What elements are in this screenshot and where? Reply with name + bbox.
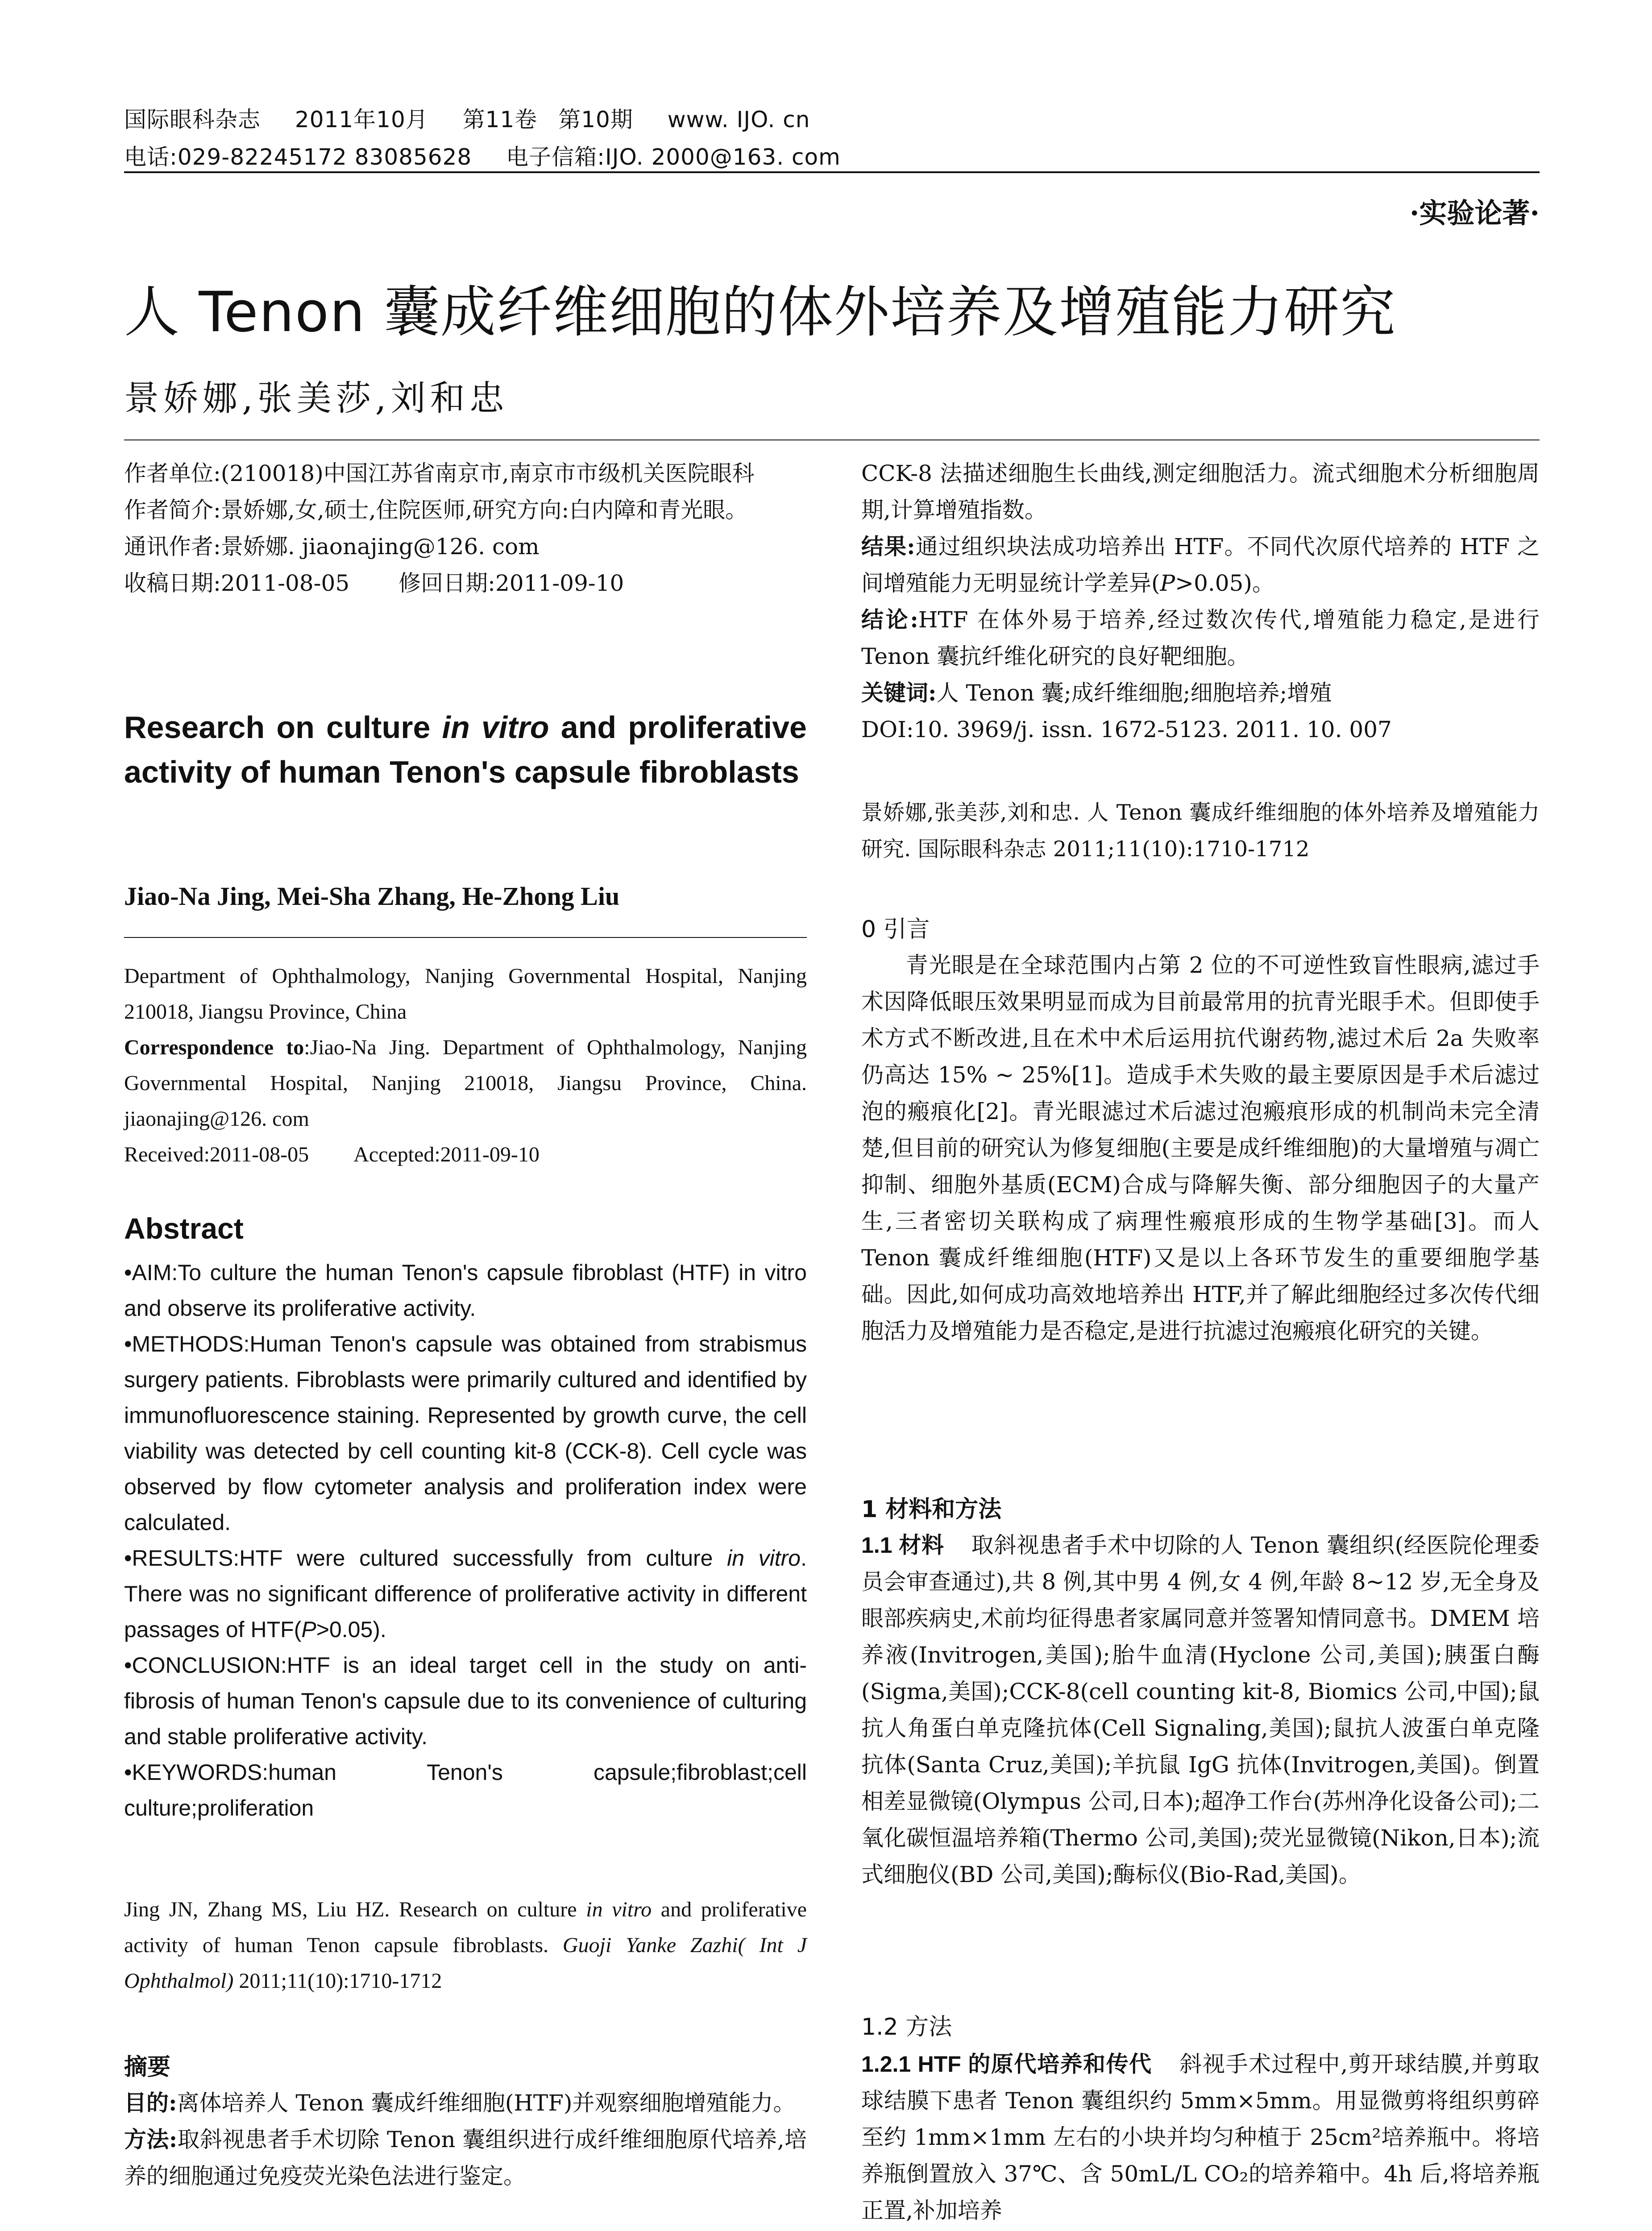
volume: 第11卷 [462, 107, 538, 133]
affiliation-cn: 作者单位:(210018)中国江苏省南京市,南京市市级机关医院眼科 [124, 460, 755, 486]
materials-block [861, 1527, 1540, 1893]
abstract-body [124, 1255, 807, 1826]
issue-date: 2011年10月 [295, 107, 428, 133]
cite-en-part1: Jing JN, Zhang MS, Liu HZ. Research on culture [124, 1898, 586, 1921]
method-heading: 1.2 方法 [861, 2014, 952, 2040]
cn-abstract-body [124, 2085, 807, 2194]
correspondence-text: :Jiao-Na Jing. Department of Ophthalmology, Nanjing Governmental Hospital, Nanjing 210018, Jiangsu Province, China. jiaonajing@126. com [124, 1036, 807, 1131]
english-authors: Jiao-Na Jing, Mei-Sha Zhang, He-Zhong Liu [124, 882, 620, 911]
materials-paragraph [861, 1527, 1540, 1893]
cn-conclusion [861, 601, 1540, 675]
english-title [124, 705, 807, 794]
abstract-methods: •METHODS:Human Tenon's capsule was obtained from strabismus surgery patients. Fibroblasts were primarily cultured and identified by immunofluorescence staining. Represented by growth curve, the cell viability was detected by cell counting kit-8 (CCK-8). Cell cycle was observed by flow cytometer analysis and proliferation index were calculated. [124, 1331, 807, 1535]
cn-keywords-label: 关键词: [861, 680, 937, 706]
intro-text: 青光眼是在全球范围内占第 2 位的不可逆性致盲性眼病,滤过手术因降低眼压效果明显而成为目前最常用的抗青光眼手术。但即使手术方式不断改进,且在术中术后运用抗代谢药物,滤过术后 2a 失败率仍高达 15% ~ 25%[1]。造成手术失败的最主要原因是手术后滤过泡的瘢痕化[2]。青光眼滤过术后滤过泡瘢痕形成的机制尚未完全清楚,但目前的研究认为修复细胞(主要是成纤维细胞)的大量增殖与凋亡抑制、细胞外基质(ECM)合成与降解失衡、部分细胞因子的大量产生,三者密切关联构成了病理性瘢痕形成的生物学基础[3]。而人 Tenon 囊成纤维细胞(HTF)又是以上各环节发生的重要细胞学基础。因此,如何成功高效地培养出 HTF,并了解此细胞经过多次传代细胞活力及增殖能力是否稳定,是进行抗滤过泡瘢痕化研究的关键。 [861, 952, 1540, 1344]
english-affiliation: Department of Ophthalmology, Nanjing Governmental Hospital, Nanjing 210018, Jiangsu Province, China [124, 964, 807, 1024]
materials-text: 取斜视患者手术中切除的人 Tenon 囊组织(经医院伦理委员会审查通过),共 8 例,其中男 4 例,女 4 例,年龄 8~12 岁,无全身及眼部疾病史,术前均征得患者家属同意并签署知情同意书。DMEM 培养液(Invitrogen,美国);胎牛血清(Hyclone 公司,美国);胰蛋白酶(Sigma,美国);CCK-8(cell counting kit-8, Biomics 公司,中国);鼠抗人角蛋白单克隆抗体(Cell Signaling,美国);鼠抗人波蛋白单克隆抗体(Santa Cruz,美国);羊抗鼠 IgG 抗体(Invitrogen,美国)。倒置相差显微镜(Olympus 公司,日本);超净工作台(苏州净化设备公司);二氧化碳恒温培养箱(Thermo 公司,美国);荧光显微镜(Nikon,日本);流式细胞仪(BD 公司,美国);酶标仪(Bio-Rad,美国)。 [861, 1532, 1540, 1887]
author-info [124, 455, 807, 601]
cn-citation: 景娇娜,张美莎,刘和忠. 人 Tenon 囊成纤维细胞的体外培养及增殖能力研究. 国际眼科杂志 2011;11(10):1710-1712 [861, 800, 1540, 862]
correspondence [124, 1030, 807, 1137]
cn-methods-label: 方法: [124, 2126, 178, 2152]
authors-cn: 景娇娜,张美莎,刘和忠 [124, 378, 509, 419]
results-italic: in vitro [727, 1546, 801, 1571]
abstract-results [124, 1540, 807, 1647]
doi[interactable]: DOI:10. 3969/j. issn. 1672-5123. 2011. 10. 007 [861, 717, 1392, 742]
authors-rule [124, 937, 807, 938]
bio-cn: 作者简介:景娇娜,女,硕士,住院医师,研究方向:白内障和青光眼。 [124, 497, 748, 523]
results-part2: . There was no significant difference of proliferative activity in different passages of HTF( [124, 1546, 807, 1642]
cn-methods [124, 2121, 807, 2194]
abstract-conclusion: •CONCLUSION:HTF is an ideal target cell in the study on anti-fibrosis of human Tenon's capsule due to its convenience of culturing and stable proliferative activity. [124, 1653, 807, 1749]
htf-label: 1.2.1 HTF 的原代培养和传代 [861, 2052, 1152, 2077]
cn-keywords-text: 人 Tenon 囊;成纤维细胞;细胞培养;增殖 [936, 680, 1332, 706]
cn-abstract-heading: 摘要 [124, 2054, 171, 2081]
cn-keywords [861, 675, 1540, 711]
htf-text: 斜视手术过程中,剪开球结膜,并剪取球结膜下患者 Tenon 囊组织约 5mm×5mm。用显微剪将组织剪碎至约 1mm×1mm 左右的小块并均匀种植于 25cm²培养瓶中。将培养瓶倒置放入 37℃、含 50mL/L CO₂的培养箱中。4h 后,将培养瓶正置,补加培养 [861, 2051, 1540, 2223]
journal-header-line2 [124, 139, 868, 171]
cn-aim-text: 离体培养人 Tenon 囊成纤维细胞(HTF)并观察细胞增殖能力。 [177, 2090, 796, 2116]
cn-results-part2: >0.05)。 [1175, 570, 1274, 596]
email[interactable]: 电子信箱:IJO. 2000@163. com [506, 144, 841, 170]
cite-en-italic: in vitro [586, 1898, 652, 1921]
htf-block [861, 2046, 1540, 2229]
cn-aim-label: 目的: [124, 2090, 177, 2116]
header-rule [124, 171, 1540, 173]
cn-results [861, 528, 1540, 601]
english-citation [124, 1892, 807, 1999]
page-title: 人 Tenon 囊成纤维细胞的体外培养及增殖能力研究 [124, 280, 1396, 344]
english-title-part2: and proliferative activity of human Tenon's capsule fibroblasts [124, 710, 807, 789]
phone: 电话:029-82245172 83085628 [124, 144, 472, 170]
english-affiliation-block [124, 958, 807, 1173]
english-accepted: Accepted:2011-09-10 [353, 1143, 540, 1166]
results-part1: •RESULTS:HTF were cultured successfully from culture [124, 1546, 727, 1571]
cn-methods-cont: CCK-8 法描述细胞生长曲线,测定细胞活力。流式细胞术分析细胞周期,计算增殖指数。 [861, 460, 1540, 523]
english-title-italic: in vitro [442, 710, 549, 745]
journal-header-line1 [124, 102, 837, 134]
website[interactable]: www. IJO. cn [667, 107, 810, 133]
abstract-keywords: •KEYWORDS:human Tenon's capsule;fibroblast;cell culture;proliferation [124, 1760, 807, 1820]
results-p: P [301, 1617, 316, 1642]
cite-en-journal: Guoji Yanke Zazhi( Int J Ophthalmol) [124, 1933, 807, 1993]
cn-conclusion-text: HTF 在体外易于培养,经过数次传代,增殖能力稳定,是进行 Tenon 囊抗纤维化研究的良好靶细胞。 [861, 607, 1540, 669]
abstract-aim: •AIM:To culture the human Tenon's capsule fibroblast (HTF) in vitro and observe its proliferative activity. [124, 1260, 807, 1321]
cite-en-part3: 2011;11(10):1710-1712 [233, 1969, 442, 1993]
received-cn: 收稿日期:2011-08-05 [124, 570, 350, 596]
cn-aim [124, 2085, 807, 2121]
correspondence-label: Correspondence to [124, 1036, 304, 1059]
intro-heading: 0 引言 [861, 916, 930, 943]
cite-en-part2: and proliferative activity of human Tenon capsule fibroblasts. [124, 1898, 807, 1957]
journal-name: 国际眼科杂志 [124, 107, 261, 133]
english-title-part1: Research on culture [124, 710, 442, 745]
cn-methods-text: 取斜视患者手术切除 Tenon 囊组织进行成纤维细胞原代培养,培养的细胞通过免疫荧光染色法进行鉴定。 [124, 2127, 807, 2189]
issue: 第10期 [558, 107, 633, 133]
results-part3: >0.05). [316, 1617, 386, 1642]
revised-cn: 修回日期:2011-09-10 [398, 570, 624, 596]
english-received: Received:2011-08-05 [124, 1143, 309, 1166]
cn-abstract-cont [861, 455, 1540, 748]
cn-results-label: 结果: [861, 533, 915, 560]
english-dates [124, 1137, 807, 1173]
materials-label: 1.1 材料 [861, 1533, 944, 1558]
abstract-heading: Abstract [124, 1212, 244, 1245]
cn-results-part1: 通过组织块法成功培养出 HTF。不同代次原代培养的 HTF 之间增殖能力无明显统计学差异( [861, 534, 1540, 596]
methods-heading: 1 材料和方法 [861, 1496, 1002, 1523]
section-tag: ·实验论著· [1409, 197, 1540, 229]
cn-results-p: P [1160, 570, 1175, 596]
cn-conclusion-label: 结论: [861, 606, 918, 633]
htf-paragraph [861, 2046, 1540, 2229]
corresponding-cn: 通讯作者:景娇娜. jiaonajing@126. com [124, 534, 540, 560]
dates-cn [124, 565, 807, 601]
